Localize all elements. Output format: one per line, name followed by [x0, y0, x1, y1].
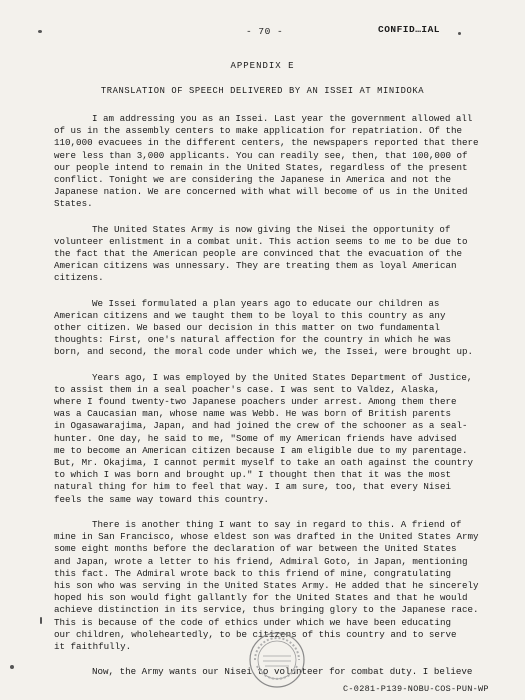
paragraph-line: some eight months before the declaration of war between the United States: [54, 543, 457, 555]
speech-body: [54, 113, 494, 691]
speech-paragraph: [54, 113, 494, 211]
paragraph-line: where I found twenty-two Japanese poachers under arrest. Among them there: [54, 396, 457, 408]
paragraph-line: This is because of the code of ethics under which we have been educating: [54, 616, 451, 628]
paragraph-line: to assist them in a seal poacher's case. I was sent to Valdez, Alaska,: [54, 383, 440, 395]
paragraph-line: But, Mr. Okajima, I cannot permit myself to take an oath against the country: [54, 457, 474, 469]
paragraph-line: citizens.: [54, 272, 104, 284]
scan-speck: [40, 617, 42, 624]
paragraph-line: and Japan, wrote a letter to his friend, Admiral Goto, in Japan, mentioning: [54, 555, 468, 567]
scan-speck: [458, 32, 461, 35]
paragraph-line: We Issei formulated a plan years ago to educate our children as: [92, 297, 440, 309]
paragraph-line: Now, the Army wants our Nisei to volunteer for combat duty. I believe: [92, 666, 473, 678]
paragraph-line: volunteer enlistment in a combat unit. This action seems to me to be due to: [54, 235, 468, 247]
paragraph-line: States.: [54, 198, 93, 210]
classification-mark: CONFID…IAL: [378, 24, 441, 35]
paragraph-line: thoughts: First, one's natural affection for the country in which he was: [54, 334, 451, 346]
paragraph-line: our children, wholeheartedly, to be citizens of this country and to serve: [54, 628, 457, 640]
paragraph-line: this fact. The Admiral wrote back to this friend of mine, congratulating: [54, 567, 451, 579]
page-number: - 70 -: [246, 26, 284, 37]
paragraph-line: it faithfully.: [54, 640, 132, 652]
speech-title: TRANSLATION OF SPEECH DELIVERED BY AN ISSEI AT MINIDOKA: [100, 86, 425, 96]
paragraph-line: born, and second, the moral code under which we, the Issei, were brought up.: [54, 346, 474, 358]
scan-speck: [10, 665, 14, 669]
paragraph-line: of us in the assembly centers to make application for repatriation. Of the: [54, 125, 462, 137]
paragraph-line: The United States Army is now giving the Nisei the opportunity of: [92, 223, 451, 235]
paragraph-line: were less than 3,000 applicants. You can readily see, then, that 100,000 of: [54, 149, 468, 161]
paragraph-line: was a Caucasian man, whose name was Webb. He was born of British parents: [54, 408, 451, 420]
speech-paragraph: [54, 224, 494, 285]
paragraph-line: feels the same way toward this country.: [54, 493, 270, 505]
document-id: C-0281-P139-NOBU-COS-PUN-WP: [343, 684, 489, 694]
paragraph-line: other citizen. We based our decision in this matter on two fundamental: [54, 322, 440, 334]
paragraph-line: 110,000 evacuees in the different centers, the newspapers reported that there: [54, 137, 479, 149]
paragraph-line: American citizens was unnessary. They are treating them as loyal American: [54, 260, 457, 272]
paragraph-line: I am addressing you as an Issei. Last year the government allowed all: [92, 113, 473, 124]
paragraph-line: to which I was born and brought up." I thought then that it was the most: [54, 469, 451, 481]
speech-paragraph: [54, 372, 494, 506]
paragraph-line: the fact that the American people are convinced that the evacuation of the: [54, 248, 462, 260]
paragraph-line: natural thing for him to feel that way. I am sure, too, that every Nisei: [54, 481, 451, 493]
paragraph-line: Years ago, I was employed by the United States Department of Justice,: [92, 371, 473, 383]
paragraph-line: There is another thing I want to say in regard to this. A friend of: [92, 518, 462, 530]
scan-speck: [38, 30, 42, 33]
paragraph-line: me to become an American citizen because I am eligible due to my parentage.: [54, 444, 468, 456]
paragraph-line: American citizens and we taught them to be loyal to this country as any: [54, 309, 446, 321]
paragraph-line: in Ogasawarajima, Japan, and had joined the crew of the schooner as a seal-: [54, 420, 468, 432]
paragraph-line: mine in San Francisco, whose eldest son was drafted in the United States Army: [54, 531, 479, 543]
paragraph-line: Japanese nation. We are concerned with what will become of us in the United: [54, 186, 468, 198]
paragraph-line: our people intend to remain in the United States, regardless of the present: [54, 161, 468, 173]
paragraph-line: hunter. One day, he said to me, "Some of my American friends have advised: [54, 432, 457, 444]
paragraph-line: his son who was serving in the United States Army. He added that he sincerely: [54, 579, 479, 591]
appendix-label: APPENDIX E: [230, 61, 295, 71]
paragraph-line: achieve distinction in its service, thus bringing glory to the Japanese race.: [54, 604, 479, 616]
speech-paragraph: [54, 298, 494, 359]
paragraph-line: conflict. Tonight we are considering the Japanese in America and not the: [54, 174, 451, 186]
archive-stamp-icon: [247, 630, 307, 690]
paragraph-line: hoped his son would fight gallantly for the United States and that he would: [54, 592, 468, 604]
